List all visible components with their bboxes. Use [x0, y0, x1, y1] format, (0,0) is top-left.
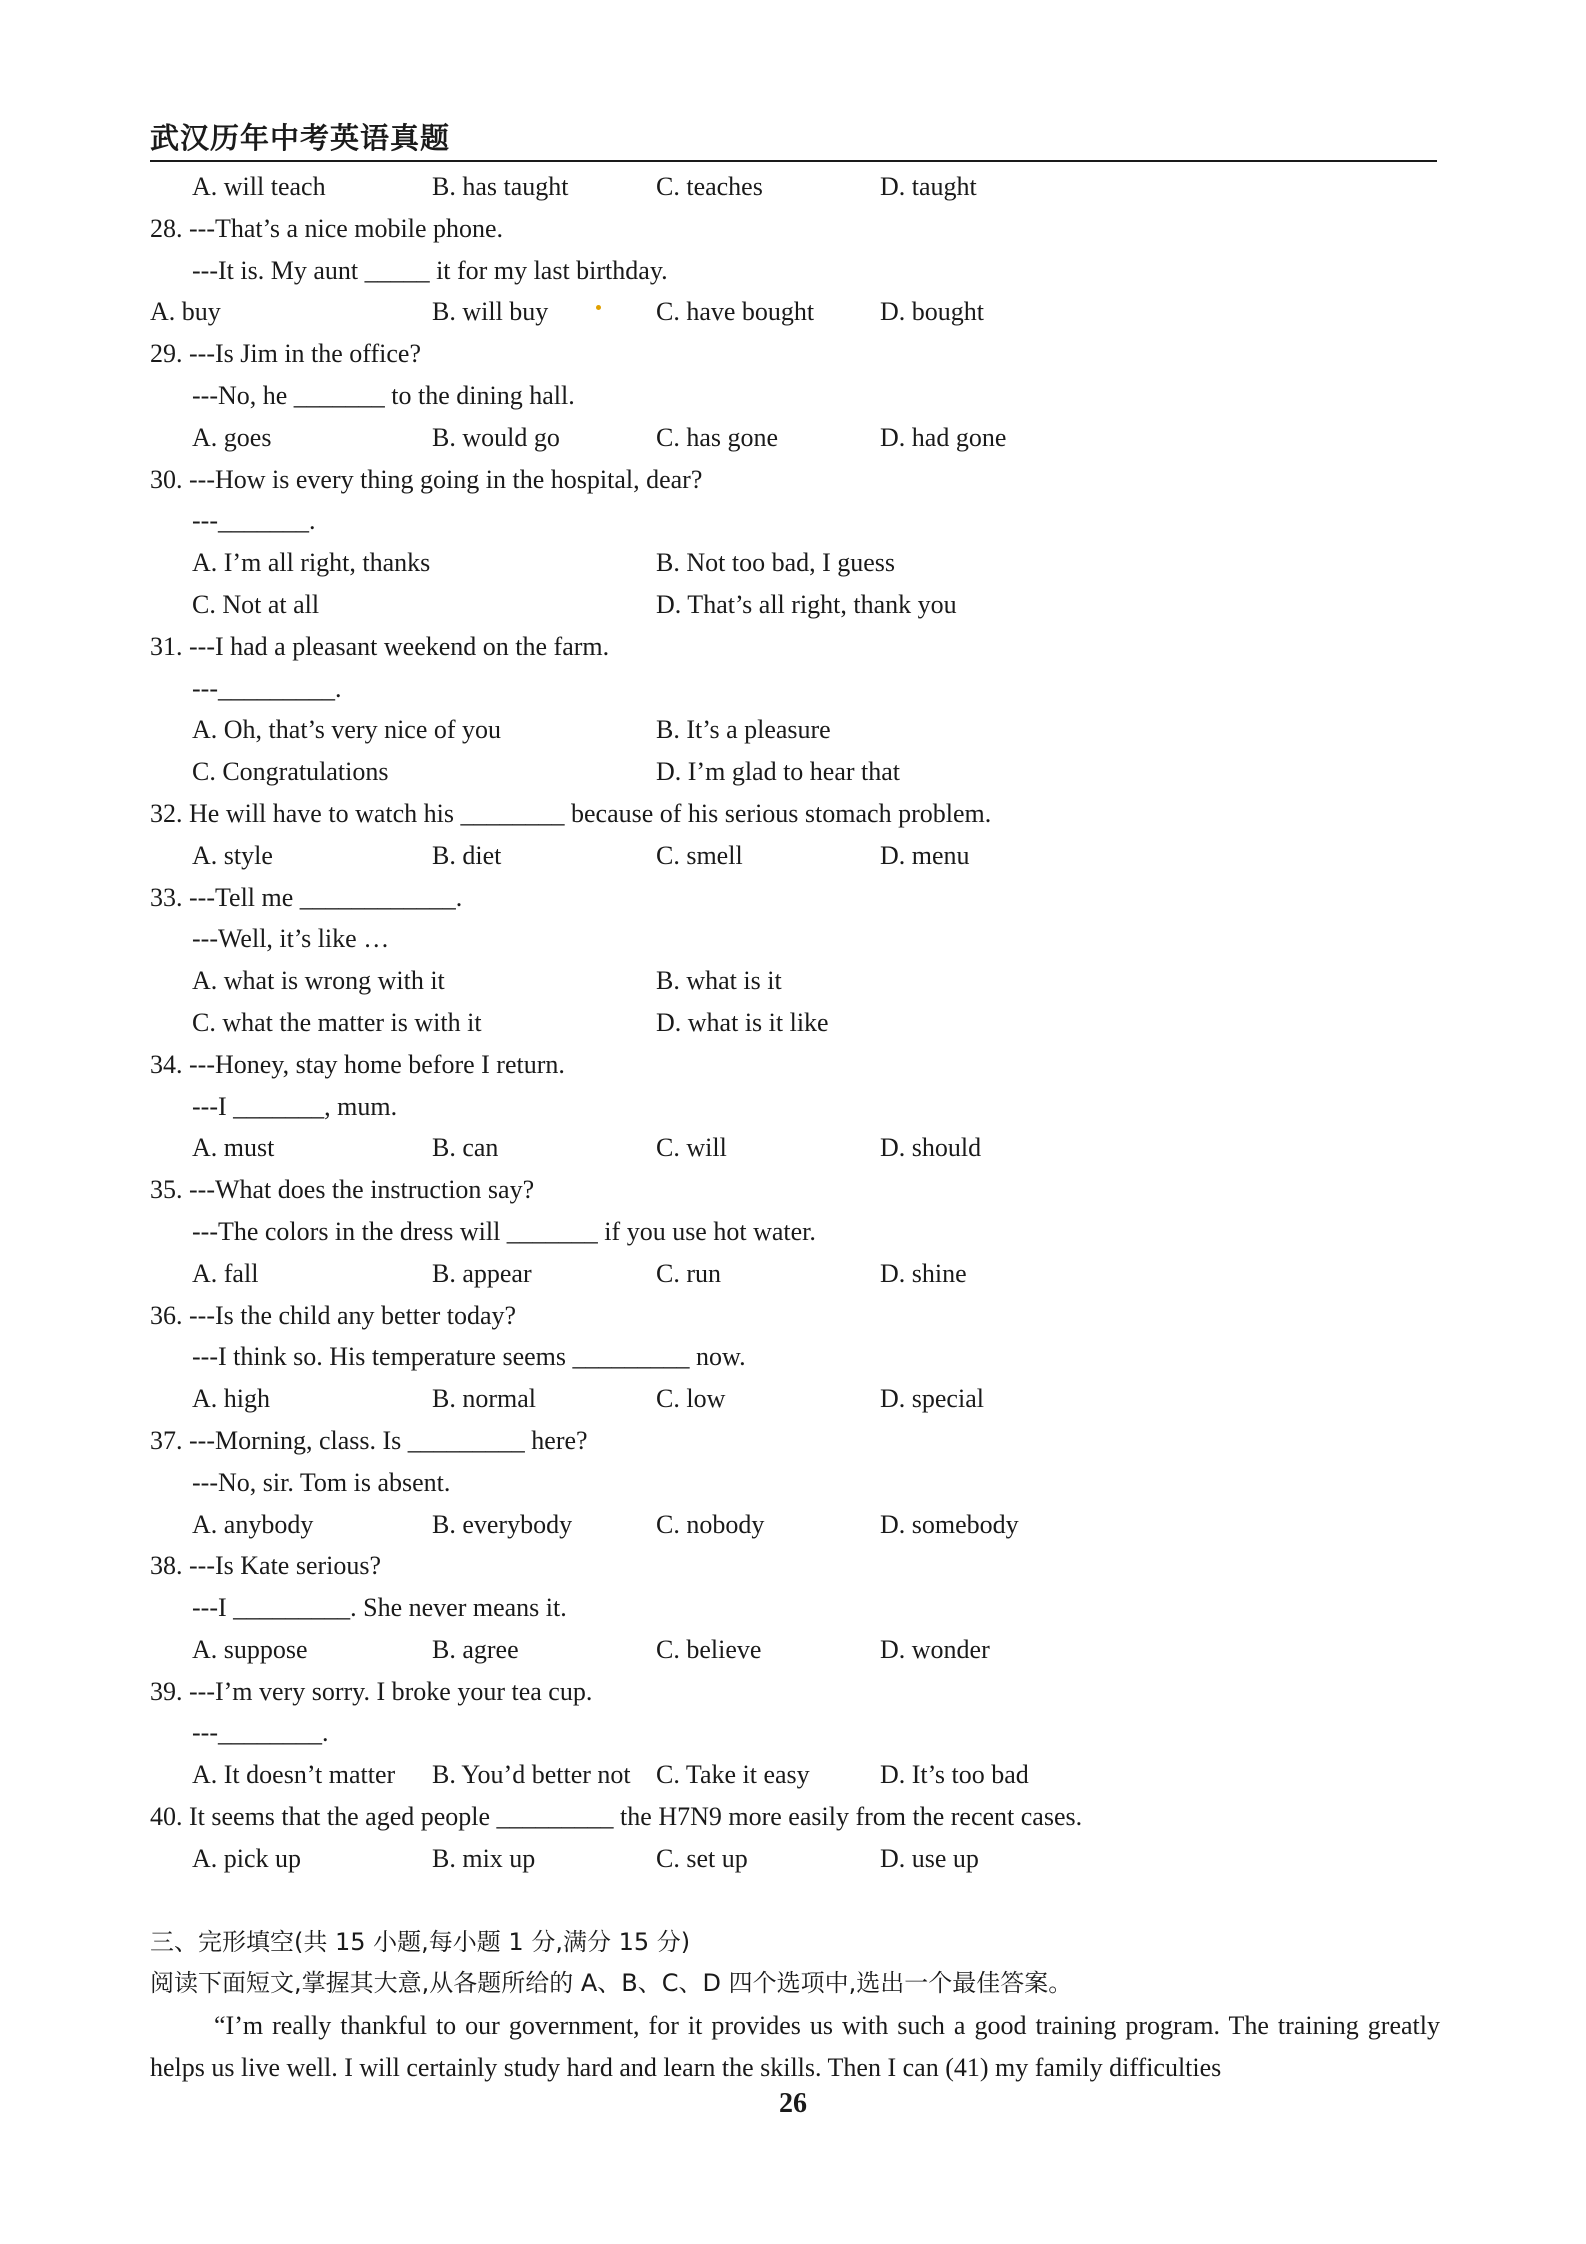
q28-option-b: B. will buy [432, 297, 549, 327]
q39-option-d: D. It’s too bad [880, 1760, 1029, 1790]
q36-stem: 36. ---Is the child any better today? [150, 1300, 517, 1330]
q38-stem: 38. ---Is Kate serious? [150, 1551, 382, 1581]
q39-option-b: B. You’d better not [432, 1760, 631, 1790]
q32-option-c: C. smell [656, 840, 743, 870]
q40-options [150, 1838, 1440, 1880]
page-header-title: 武汉历年中考英语真题 [150, 121, 451, 155]
q34-reply: ---I _______, mum. [192, 1091, 398, 1121]
q38-option-c: C. believe [656, 1634, 762, 1664]
q40-stem: 40. It seems that the aged people _________ the H7N9 more easily from the recent cases. [150, 1802, 1083, 1832]
q29-options [150, 417, 1440, 459]
q29-stem: 29. ---Is Jim in the office? [150, 339, 421, 369]
q33-stem: 33. ---Tell me ____________. [150, 882, 463, 912]
q35-option-b: B. appear [432, 1258, 532, 1288]
q36-option-c: C. low [656, 1384, 726, 1414]
q34-stem: 34. ---Honey, stay home before I return. [150, 1049, 565, 1079]
q35-option-a: A. fall [192, 1258, 259, 1288]
q35-reply: ---The colors in the dress will _______ if you use hot water. [192, 1216, 816, 1246]
q28-option-d: D. bought [880, 297, 984, 327]
q34-option-b: B. can [432, 1133, 499, 1163]
q39-options [150, 1754, 1440, 1796]
q30-options-cd [150, 584, 1440, 626]
q40-option-c: C. set up [656, 1843, 748, 1873]
q27-options [150, 166, 1440, 208]
section3-heading: 三、完形填空(共 15 小题,每小题 1 分,满分 15 分) [150, 1927, 691, 1956]
q33-option-a: A. what is wrong with it [192, 966, 445, 996]
q29-option-b: B. would go [432, 422, 560, 452]
q28-reply: ---It is. My aunt _____ it for my last birthday. [192, 255, 668, 285]
q37-options [150, 1504, 1440, 1546]
q27-option-b: B. has taught [432, 172, 569, 201]
q38-option-d: D. wonder [880, 1634, 990, 1664]
q34-option-d: D. should [880, 1133, 982, 1163]
header-divider [150, 160, 1437, 162]
q36-option-b: B. normal [432, 1384, 536, 1414]
q29-reply: ---No, he _______ to the dining hall. [192, 380, 575, 410]
q37-option-a: A. anybody [192, 1509, 314, 1539]
q35-option-d: D. shine [880, 1258, 967, 1288]
q31-reply: ---_________. [192, 673, 342, 703]
q28-option-c: C. have bought [656, 297, 815, 327]
q37-option-d: D. somebody [880, 1509, 1019, 1539]
q36-reply: ---I think so. His temperature seems _________ now. [192, 1342, 746, 1372]
q33-options-cd [150, 1002, 1440, 1044]
q40-option-d: D. use up [880, 1843, 979, 1873]
q29-option-a: A. goes [192, 422, 272, 452]
q27-option-c: C. teaches [656, 172, 763, 201]
q38-option-b: B. agree [432, 1634, 519, 1664]
q30-options-ab [150, 542, 1440, 584]
q36-option-a: A. high [192, 1384, 270, 1414]
q30-option-c: C. Not at all [192, 589, 320, 619]
q35-option-c: C. run [656, 1258, 721, 1288]
section-spacer [150, 1880, 1440, 1922]
q28-option-a: A. buy [150, 297, 221, 327]
q33-reply: ---Well, it’s like … [192, 924, 390, 954]
q33-option-d: D. what is it like [656, 1007, 829, 1037]
q30-option-b: B. Not too bad, I guess [656, 548, 896, 578]
q32-option-d: D. menu [880, 840, 970, 870]
q37-option-c: C. nobody [656, 1509, 765, 1539]
exam-content [150, 166, 1440, 2089]
q34-options [150, 1127, 1440, 1169]
q37-stem: 37. ---Morning, class. Is _________ here? [150, 1425, 588, 1455]
q39-option-c: C. Take it easy [656, 1760, 810, 1790]
q36-option-d: D. special [880, 1384, 984, 1414]
q28-options [150, 291, 1440, 333]
q29-option-c: C. has gone [656, 422, 779, 452]
q31-stem: 31. ---I had a pleasant weekend on the farm. [150, 631, 610, 661]
q32-stem: 32. He will have to watch his ________ because of his serious stomach problem. [150, 798, 992, 828]
q36-options [150, 1378, 1440, 1420]
q33-option-b: B. what is it [656, 966, 782, 996]
q28-stem: 28. ---That’s a nice mobile phone. [150, 213, 504, 243]
q38-reply: ---I _________. She never means it. [192, 1593, 567, 1623]
q34-option-c: C. will [656, 1133, 727, 1163]
q37-option-b: B. everybody [432, 1509, 573, 1539]
q39-reply: ---________. [192, 1718, 329, 1748]
section3-instruction: 阅读下面短文,掌握其大意,从各题所给的 A、B、C、D 四个选项中,选出一个最佳答案。 [150, 1969, 1073, 1998]
q32-option-b: B. diet [432, 840, 502, 870]
q31-option-b: B. It’s a pleasure [656, 715, 831, 745]
page-number: 26 [779, 2088, 807, 2119]
q37-reply: ---No, sir. Tom is absent. [192, 1467, 451, 1497]
q38-options [150, 1629, 1440, 1671]
q32-option-a: A. style [192, 840, 273, 870]
q30-reply: ---_______. [192, 506, 316, 536]
q35-stem: 35. ---What does the instruction say? [150, 1175, 535, 1205]
q29-option-d: D. had gone [880, 422, 1007, 452]
q34-option-a: A. must [192, 1133, 275, 1163]
q30-stem: 30. ---How is every thing going in the hospital, dear? [150, 464, 703, 494]
q35-options [150, 1253, 1440, 1295]
q31-option-c: C. Congratulations [192, 757, 389, 787]
cloze-passage: “I’m really thankful to our government, for it provides us with such a good training program. The training greatly helps us live well. I will certainly study hard and learn the skills. Then I can (41) my family difficulties [150, 2011, 1440, 2083]
q31-options-cd [150, 751, 1440, 793]
q30-option-a: A. I’m all right, thanks [192, 548, 431, 578]
q39-stem: 39. ---I’m very sorry. I broke your tea cup. [150, 1676, 593, 1706]
q31-option-d: D. I’m glad to hear that [656, 757, 901, 787]
q31-options-ab [150, 709, 1440, 751]
q31-option-a: A. Oh, that’s very nice of you [192, 715, 502, 745]
q33-options-ab [150, 960, 1440, 1002]
q40-option-b: B. mix up [432, 1843, 536, 1873]
q38-option-a: A. suppose [192, 1634, 308, 1664]
q39-option-a: A. It doesn’t matter [192, 1760, 396, 1790]
q40-option-a: A. pick up [192, 1843, 302, 1873]
q27-option-d: D. taught [880, 172, 977, 201]
q27-option-a: A. will teach [192, 172, 326, 201]
q33-option-c: C. what the matter is with it [192, 1007, 482, 1037]
q32-options [150, 835, 1440, 877]
q30-option-d: D. That’s all right, thank you [656, 589, 957, 619]
